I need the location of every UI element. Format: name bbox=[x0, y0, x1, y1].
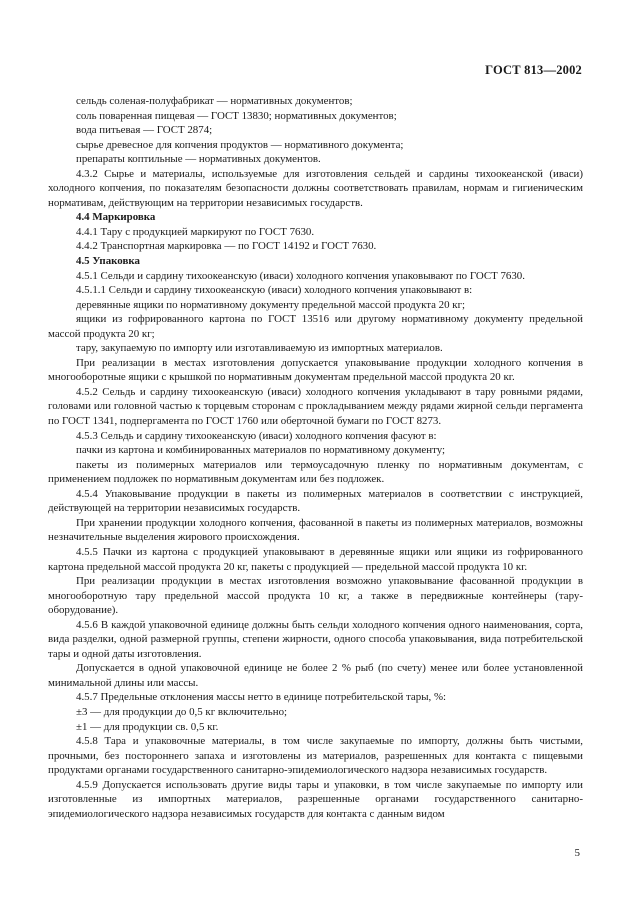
paragraph: 4.5.1 Сельди и сардину тихоокеанскую (иваси) холодного копчения упаковывают по ГОСТ 7630. bbox=[76, 269, 525, 282]
paragraph: 4.4.1 Тару с продукцией маркируют по ГОСТ 7630. bbox=[76, 225, 315, 238]
list-item: препараты коптильные — нормативных документов. bbox=[76, 153, 321, 166]
list-item: вода питьевая — ГОСТ 2874; bbox=[76, 124, 213, 137]
list-item: тару, закупаемую по импорту или изготавливаемую из импортных материалов. bbox=[76, 342, 443, 355]
paragraph: При реализации в местах изготовления допускается упаковывание продукции холодного копчения в многооборотные ящики с крышкой по нормативным документам предельной массой продукта 20 кг. bbox=[48, 356, 583, 384]
list-item: ящики из гофрированного картона по ГОСТ 13516 или другому нормативному документу предельной массой продукта 20 кг; bbox=[48, 313, 583, 340]
list-item: ±1 — для продукции св. 0,5 кг. bbox=[76, 720, 219, 733]
paragraph: 4.5.1.1 Сельди и сардину тихоокеанскую (иваси) холодного копчения упаковывают в: bbox=[76, 284, 473, 297]
paragraph: При хранении продукции холодного копчения, фасованной в пакеты из полимерных материалов, возможны незначительные выделения жирового происхождения. bbox=[48, 516, 583, 544]
paragraph: 4.5.4 Упаковывание продукции в пакеты из полимерных материалов в соответствии с инструкцией, действующей на территории независимых государств. bbox=[48, 487, 583, 515]
list-item: деревянные ящики по нормативному документу предельной массой продукта 20 кг; bbox=[76, 298, 466, 311]
paragraph: 4.4.2 Транспортная маркировка — по ГОСТ 14192 и ГОСТ 7630. bbox=[76, 240, 377, 253]
page-number: 5 bbox=[574, 847, 580, 859]
section-heading: 4.4 Маркировка bbox=[76, 211, 156, 224]
list-item: сельдь соленая-полуфабрикат — нормативных документов; bbox=[76, 95, 353, 107]
list-item: пачки из картона и комбинированных материалов по нормативному документу; bbox=[76, 444, 446, 457]
paragraph: Допускается в одной упаковочной единице не более 2 % рыб (по счету) менее или более установленной минимальной длины или массы. bbox=[48, 662, 583, 689]
paragraph: 4.5.7 Предельные отклонения массы нетто в единице потребительской тары, %: bbox=[76, 691, 447, 704]
list-item: ±3 — для продукции до 0,5 кг включительно; bbox=[76, 705, 288, 718]
paragraph: 4.3.2 Сырье и материалы, используемые для изготовления сельдей и сардины тихоокеанской (иваси) холодного копчения, по показателям безопасности должны соответствовать правилам, нормам и гигиеническим нормативам, действующим на территории независимых государств. bbox=[48, 167, 583, 209]
paragraph: 4.5.9 Допускается использовать другие виды тары и упаковки, в том числе закупаемые по импорту или изготовленные из импортных материалов, разрешенные органами государственного санитарно-эпидемиологического надзора независимых государств для контакта с данным видом bbox=[48, 778, 583, 820]
list-item: пакеты из полимерных материалов или термоусадочную пленку по нормативным документам, с применением подложек по нормативным документам или без подложек. bbox=[48, 458, 583, 486]
document-body bbox=[48, 94, 583, 821]
paragraph: 4.5.2 Сельдь и сардину тихоокеанскую (иваси) холодного копчения укладывают в тару ровными рядами, головами или головной частью к торцевым сторонам с прокладыванием между рядами жирной сельди пергамента по ГОСТ 1341, подпергамента по ГОСТ 1760 или оберточной бумаги по ГОСТ 8273. bbox=[48, 385, 583, 428]
paragraph: 4.5.3 Сельдь и сардину тихоокеанскую (иваси) холодного копчения фасуют в: bbox=[76, 429, 437, 442]
section-heading: 4.5 Упаковка bbox=[76, 255, 140, 268]
paragraph: 4.5.8 Тара и упаковочные материалы, в том числе закупаемые по импорту, должны быть чистыми, прочными, без постороннего запаха и изготовлены из материалов, разрешенных для контакта с пищевыми продуктами органами государственного санитарно-эпидемиологического надзора независимых государств. bbox=[48, 735, 583, 777]
list-item: сырье древесное для копчения продуктов — нормативного документа; bbox=[76, 138, 404, 151]
paragraph: 4.5.5 Пачки из картона с продукцией упаковывают в деревянные ящики или ящики из гофрированного картона предельной массой продукта 20 кг, пакеты с продукцией — предельной массой продукта 10 кг. bbox=[48, 545, 583, 573]
document-code-header: ГОСТ 813—2002 bbox=[485, 63, 582, 77]
list-item: соль поваренная пищевая — ГОСТ 13830; нормативных документов; bbox=[76, 109, 397, 122]
paragraph: 4.5.6 В каждой упаковочной единице должны быть сельди холодного копчения одного наименования, сорта, вида разделки, одной размерной группы, степени жирности, одного способа упаковывания, вида потребительской тары и одной даты изготовления. bbox=[48, 618, 583, 660]
paragraph: При реализации продукции в местах изготовления возможно упаковывание фасованной продукции в многооборотную тару предельной массой продукта 10 кг, а также в передвижные контейнеры (тару-оборудование). bbox=[48, 575, 583, 617]
